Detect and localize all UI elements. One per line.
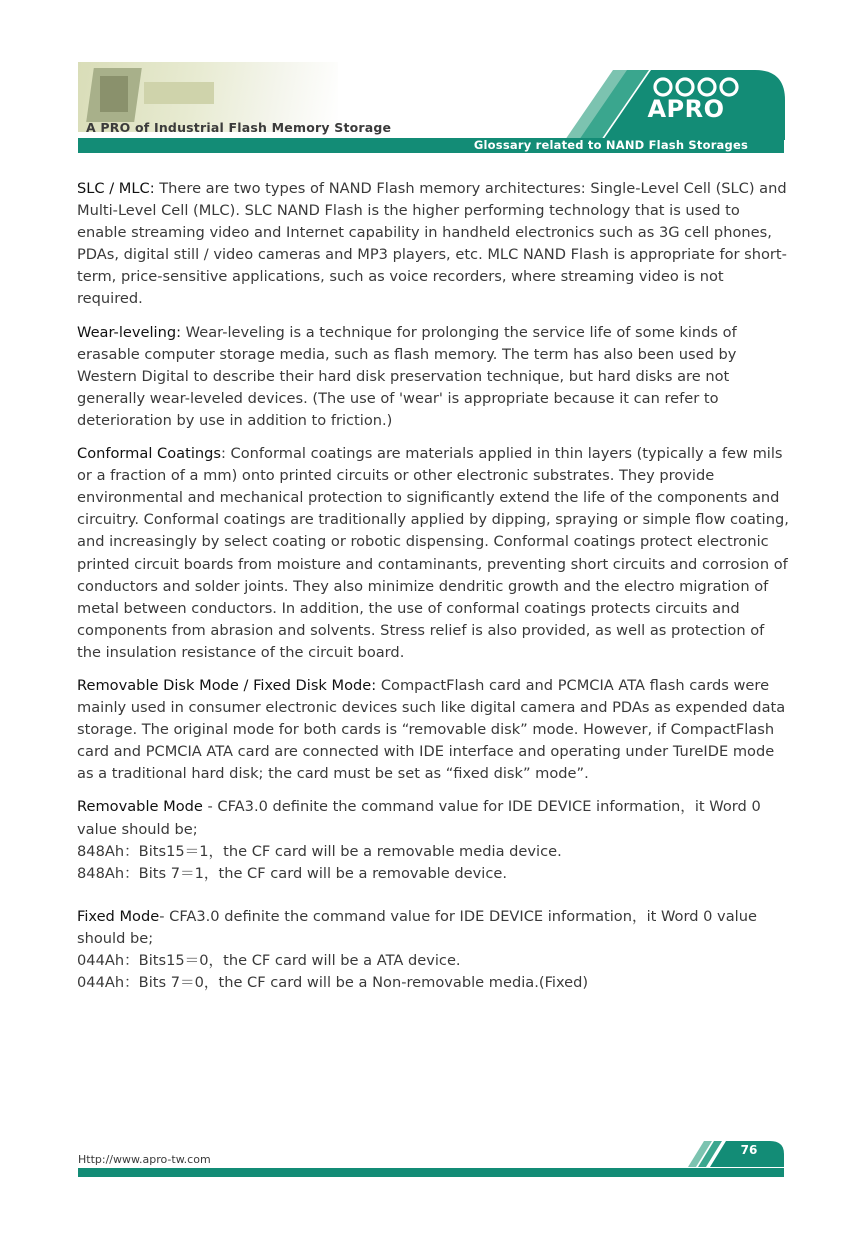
entry-text: There are two types of NAND Flash memory architectures: Single-Level Cell (SLC) and Multi-Level Cell (MLC). SLC NAND Flash is the higher performing technology that is used to enable streaming video and Internet capability in handheld electronics such as 3G cell phones, PDAs, digital still / video cameras and MP3 players, etc. MLC NAND Flash is appropriate for short-term, price-sensitive applications, such as voice recorders, where streaming video is not required. xyxy=(77,180,787,308)
header-bar xyxy=(78,138,784,153)
photo-board-shape xyxy=(144,82,214,104)
glossary-entry xyxy=(77,322,789,432)
page-number: 76 xyxy=(740,1143,758,1157)
entry-term: Removable Disk Mode / Fixed Disk Mode: xyxy=(77,676,377,694)
entry-text: CompactFlash card and PCMCIA ATA flash cards were mainly used in consumer electronic devices such like digital camera and PDAs as expended data storage. The original mode for both cards is “removable disk” mode. However, if CompactFlash card and PCMCIA ATA card are connected with IDE interface and operating under TureIDE mode as a traditional hard disk; the card must be set as “fixed disk” mode”. xyxy=(77,676,786,783)
register-line: 848Ah：Bits 7＝1，the CF card will be a removable device. xyxy=(77,864,507,882)
entry-term: Conformal Coatings xyxy=(77,445,221,463)
register-line: 848Ah：Bits15＝1，the CF card will be a removable media device. xyxy=(77,842,562,860)
entry-term: Wear-leveling: xyxy=(77,323,182,341)
entry-term: SLC / MLC: xyxy=(77,180,155,197)
removable-mode-entry xyxy=(77,796,789,884)
logo-brand-text: APRO xyxy=(647,95,725,123)
entry-text: - CFA3.0 definite the command value for IDE DEVICE information，it Word 0 value should be; xyxy=(77,907,757,947)
entry-text: Wear-leveling is a technique for prolonging the service life of some kinds of erasable computer storage media, such as flash memory. The term has also been used by Western Digital to describe their hard disk preservation technique, but hard disks are not generally wear-leveled devices. (The use of 'wear' is appropriate because it can refer to deterioration by use in addition to friction.) xyxy=(77,323,737,429)
entry-text: - CFA3.0 definite the command value for IDE DEVICE information，it Word 0 value should be; xyxy=(77,798,761,838)
register-line: 044Ah：Bits 7＝0，the CF card will be a Non-removable media.(Fixed) xyxy=(77,974,589,992)
footer-url: Http://www.apro-tw.com xyxy=(78,1153,211,1166)
register-line: 044Ah：Bits15＝0，the CF card will be a ATA device. xyxy=(77,952,461,969)
glossary-entry xyxy=(77,675,789,785)
section-title: Glossary related to NAND Flash Storages xyxy=(473,138,748,152)
header-tagline: A PRO of Industrial Flash Memory Storage xyxy=(86,120,392,135)
glossary-entry xyxy=(77,443,789,664)
glossary-entry xyxy=(77,178,789,311)
footer-bar xyxy=(78,1168,784,1177)
photo-chip-shape xyxy=(100,76,128,112)
entry-text: : Conformal coatings are materials applied in thin layers (typically a few mils or a fraction of a mm) onto printed circuits or other electronic substrates. They provide environmental and mechanical protection to significantly extend the life of the components and circuitry. Conformal coatings are traditionally applied by dipping, spraying or simple flow coating, and increasingly by select coating or robotic dispensing. Conformal coatings protect electronic printed circuit boards from moisture and contaminants, preventing short circuits and corrosion of conductors and solder joints. They also minimize dendritic growth and the electro migration of metal between conductors. In addition, the use of conformal coatings protects circuits and components from abrasion and solvents. Stress relief is also provided, as well as protection of the insulation resistance of the circuit board. xyxy=(77,445,789,661)
glossary-content xyxy=(77,178,789,1005)
entry-term: Fixed Mode xyxy=(77,907,160,925)
entry-term: Removable Mode xyxy=(77,798,203,816)
fixed-mode-entry xyxy=(77,906,789,994)
